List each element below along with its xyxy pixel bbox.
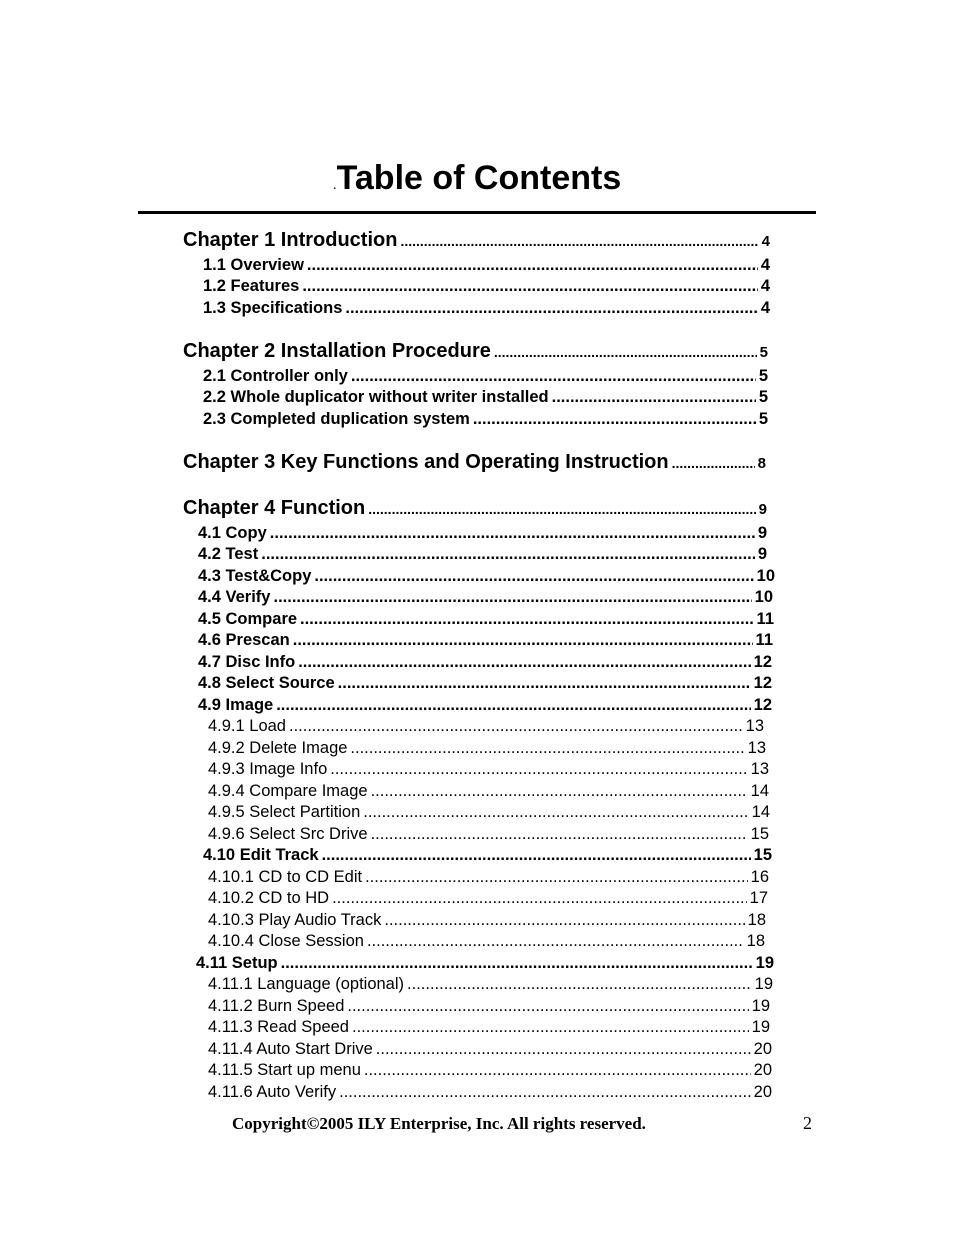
toc-leader bbox=[364, 1061, 751, 1080]
toc-entry[interactable] bbox=[183, 340, 768, 363]
toc-entry[interactable] bbox=[208, 760, 769, 779]
toc-entry[interactable] bbox=[208, 782, 769, 801]
toc-entry-label: 4.11.6 Auto Verify bbox=[208, 1083, 337, 1101]
toc-leader bbox=[330, 760, 747, 779]
toc-leader bbox=[339, 1083, 751, 1102]
toc-entry[interactable] bbox=[203, 277, 770, 296]
toc-entry[interactable] bbox=[198, 545, 767, 564]
toc-entry[interactable] bbox=[198, 653, 772, 672]
toc-entry-page: 13 bbox=[750, 760, 769, 778]
toc-entry-page: 13 bbox=[745, 717, 764, 735]
toc-leader bbox=[368, 501, 755, 517]
toc-entry-page: 5 bbox=[758, 410, 768, 428]
toc-entry-label: 4.10.4 Close Session bbox=[208, 932, 364, 950]
toc-entry-page: 20 bbox=[753, 1061, 772, 1079]
toc-entry-label: 4.8 Select Source bbox=[198, 674, 335, 692]
toc-entry[interactable] bbox=[198, 631, 773, 650]
toc-entry-page: 16 bbox=[750, 868, 769, 886]
toc-entry[interactable] bbox=[198, 524, 767, 543]
toc-leader bbox=[322, 846, 751, 865]
toc-entry[interactable] bbox=[208, 975, 773, 994]
toc-entry-page: 4 bbox=[761, 233, 770, 250]
toc-entry-label: 4.11.2 Burn Speed bbox=[208, 997, 345, 1015]
toc-entry-page: 4 bbox=[760, 277, 770, 295]
toc-entry-page: 8 bbox=[757, 455, 766, 472]
toc-entry[interactable] bbox=[208, 868, 769, 887]
toc-entry[interactable] bbox=[208, 889, 768, 908]
toc-entry-page: 11 bbox=[755, 631, 773, 649]
toc-leader bbox=[270, 524, 755, 543]
toc-entry-label: 4.9.6 Select Src Drive bbox=[208, 825, 368, 843]
toc-entry-page: 19 bbox=[751, 997, 770, 1015]
toc-entry[interactable] bbox=[198, 696, 772, 715]
toc-entry-page: 11 bbox=[756, 610, 774, 628]
toc-entry-page: 15 bbox=[750, 825, 769, 843]
toc-leader bbox=[289, 717, 743, 736]
toc-leader bbox=[367, 932, 744, 951]
toc-entry[interactable] bbox=[198, 674, 772, 693]
toc-entry-page: 9 bbox=[757, 524, 767, 542]
toc-entry-page: 5 bbox=[759, 344, 768, 361]
toc-entry-page: 19 bbox=[751, 1018, 770, 1036]
toc-entry-label: 4.2 Test bbox=[198, 545, 259, 563]
toc-entry-label: 4.4 Verify bbox=[198, 588, 271, 606]
toc-entry-page: 10 bbox=[756, 567, 775, 585]
toc-entry-label: 4.10.1 CD to CD Edit bbox=[208, 868, 363, 886]
toc-entry[interactable] bbox=[208, 932, 765, 951]
toc-entry[interactable] bbox=[208, 803, 770, 822]
toc-entry[interactable] bbox=[208, 739, 766, 758]
toc-entry[interactable] bbox=[203, 299, 770, 318]
toc-entry-label: 4.1 Copy bbox=[198, 524, 267, 542]
toc-leader bbox=[350, 739, 744, 758]
toc-leader bbox=[276, 696, 750, 715]
toc-entry-label: 4.9.3 Image Info bbox=[208, 760, 328, 778]
toc-entry-page: 13 bbox=[747, 739, 766, 757]
toc-entry-label: 4.9.1 Load bbox=[208, 717, 286, 735]
toc-entry[interactable] bbox=[203, 367, 768, 386]
toc-entry-label: 4.3 Test&Copy bbox=[198, 567, 312, 585]
toc-leader bbox=[293, 631, 753, 650]
toc-leader bbox=[307, 256, 758, 275]
toc-entry-page: 12 bbox=[753, 653, 772, 671]
toc-entry[interactable] bbox=[208, 1083, 772, 1102]
toc-entry-label: 2.1 Controller only bbox=[203, 367, 348, 385]
toc-leader bbox=[407, 975, 752, 994]
toc-leader bbox=[473, 410, 756, 429]
toc-entry-label: 4.9.4 Compare Image bbox=[208, 782, 368, 800]
toc-entry[interactable] bbox=[203, 846, 772, 865]
toc-entry-page: 4 bbox=[760, 256, 770, 274]
toc-entry-label: 4.11.4 Auto Start Drive bbox=[208, 1040, 373, 1058]
toc-leader bbox=[298, 653, 750, 672]
toc-entry[interactable] bbox=[208, 1018, 770, 1037]
toc-leader bbox=[300, 610, 754, 629]
toc-entry-page: 4 bbox=[760, 299, 770, 317]
toc-entry-label: 4.7 Disc Info bbox=[198, 653, 296, 671]
toc-entry-page: 9 bbox=[758, 501, 767, 518]
toc-entry-page: 20 bbox=[753, 1083, 772, 1101]
toc-entry-label: 4.11.3 Read Speed bbox=[208, 1018, 349, 1036]
toc-leader bbox=[273, 588, 751, 607]
toc-leader bbox=[384, 911, 744, 930]
toc-leader bbox=[338, 674, 751, 693]
toc-leader bbox=[376, 1040, 751, 1059]
toc-entry-label: 4.11 Setup bbox=[196, 954, 278, 972]
toc-entry-page: 14 bbox=[751, 803, 770, 821]
toc-leader bbox=[352, 1018, 749, 1037]
toc-entry-page: 17 bbox=[749, 889, 768, 907]
toc-entry[interactable] bbox=[208, 825, 769, 844]
toc-entry[interactable] bbox=[203, 388, 768, 407]
toc-entry-page: 12 bbox=[753, 696, 772, 714]
toc-entry-label: 1.1 Overview bbox=[203, 256, 304, 274]
toc-entry[interactable] bbox=[198, 567, 775, 586]
toc-leader bbox=[552, 388, 756, 407]
toc-entry-label: 4.9.5 Select Partition bbox=[208, 803, 361, 821]
toc-entry-page: 15 bbox=[753, 846, 772, 864]
toc-entry[interactable] bbox=[208, 997, 770, 1016]
toc-entry-label: 4.10.3 Play Audio Track bbox=[208, 911, 382, 929]
toc-entry-page: 5 bbox=[758, 388, 768, 406]
toc-entry[interactable] bbox=[196, 954, 774, 973]
toc-leader bbox=[494, 344, 757, 360]
toc-entry-label: 2.2 Whole duplicator without writer installed bbox=[203, 388, 549, 406]
toc-entry[interactable] bbox=[208, 911, 766, 930]
toc-leader bbox=[365, 868, 748, 887]
toc-entry-label: Chapter 4 Function bbox=[183, 497, 366, 519]
toc-leader bbox=[400, 233, 758, 249]
toc-entry[interactable] bbox=[208, 717, 764, 736]
toc-entry-label: 4.9.2 Delete Image bbox=[208, 739, 348, 757]
toc-entry-page: 5 bbox=[758, 367, 768, 385]
toc-entry[interactable] bbox=[183, 451, 766, 474]
toc-leader bbox=[351, 367, 756, 386]
toc-entry-page: 19 bbox=[754, 975, 773, 993]
toc-entry-page: 18 bbox=[746, 932, 765, 950]
toc-entry-label: Chapter 1 Introduction bbox=[183, 229, 398, 251]
toc-entry-page: 18 bbox=[747, 911, 766, 929]
toc-entry-label: 4.10 Edit Track bbox=[203, 846, 319, 864]
toc-leader bbox=[363, 803, 748, 822]
toc-leader bbox=[332, 889, 747, 908]
toc-entry-label: 1.2 Features bbox=[203, 277, 300, 295]
title-text: Table of Contents bbox=[336, 159, 622, 197]
toc-entry-page: 14 bbox=[750, 782, 769, 800]
page-title bbox=[0, 156, 954, 206]
toc-entry[interactable] bbox=[203, 410, 768, 429]
toc-entry[interactable] bbox=[183, 229, 770, 252]
toc-leader bbox=[261, 545, 755, 564]
toc-entry-label: 4.11.1 Language (optional) bbox=[208, 975, 405, 993]
toc-entry-label: 4.5 Compare bbox=[198, 610, 298, 628]
toc-leader bbox=[371, 782, 748, 801]
toc-leader bbox=[281, 954, 753, 973]
toc-entry[interactable] bbox=[198, 588, 773, 607]
toc-leader bbox=[371, 825, 748, 844]
title-mark: . bbox=[332, 176, 337, 192]
toc-leader bbox=[302, 277, 758, 296]
toc-entry[interactable] bbox=[198, 610, 774, 629]
toc-leader bbox=[314, 567, 753, 586]
toc-entry-label: 4.9 Image bbox=[198, 696, 274, 714]
toc-entry[interactable] bbox=[183, 497, 767, 520]
toc-entry[interactable] bbox=[203, 256, 770, 275]
toc-entry-page: 9 bbox=[757, 545, 767, 563]
copyright-footer: Copyright©2005 ILY Enterprise, Inc. All rights reserved. bbox=[232, 1114, 646, 1133]
page-number: 2 bbox=[803, 1113, 812, 1133]
toc-entry-label: 4.11.5 Start up menu bbox=[208, 1061, 361, 1079]
title-divider bbox=[138, 211, 816, 214]
toc-leader bbox=[347, 997, 748, 1016]
toc-entry[interactable] bbox=[208, 1040, 772, 1059]
toc-entry-label: 2.3 Completed duplication system bbox=[203, 410, 470, 428]
toc-entry-page: 12 bbox=[753, 674, 772, 692]
toc-entry-label: 1.3 Specifications bbox=[203, 299, 343, 317]
toc-entry-label: Chapter 2 Installation Procedure bbox=[183, 340, 491, 362]
toc-leader bbox=[345, 299, 757, 318]
toc-entry-label: Chapter 3 Key Functions and Operating Instruction bbox=[183, 451, 669, 473]
toc-entry-page: 19 bbox=[755, 954, 774, 972]
toc-entry-page: 10 bbox=[754, 588, 773, 606]
toc-entry-label: 4.6 Prescan bbox=[198, 631, 290, 649]
toc-leader bbox=[672, 455, 755, 471]
toc-entry-page: 20 bbox=[753, 1040, 772, 1058]
toc-entry[interactable] bbox=[208, 1061, 772, 1080]
toc-entry-label: 4.10.2 CD to HD bbox=[208, 889, 330, 907]
